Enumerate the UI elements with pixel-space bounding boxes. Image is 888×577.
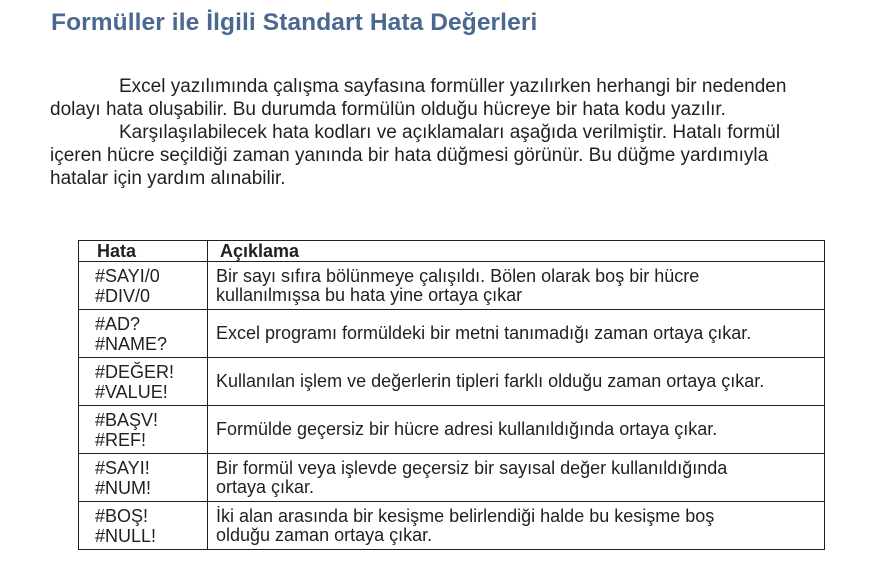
table-row [79,358,825,406]
error-code-cell [79,262,208,310]
error-code-en: #DIV/0 [95,285,151,306]
description-line: olduğu zaman ortaya çıkar. [216,524,433,545]
paragraph-line: Excel yazılımında çalışma sayfasına formüller yazılırken herhangi bir nedenden [119,76,787,97]
header-error: Hata [79,241,208,262]
error-description-cell [208,454,825,502]
error-code-en: #NULL! [95,525,157,546]
error-code-en: #NUM! [95,477,152,498]
description-line: Formülde geçersiz bir hücre adresi kullanıldığında ortaya çıkar. [216,419,718,439]
explanation-paragraph [50,121,850,190]
description-line: Excel programı formüldeki bir metni tanımadığı zaman ortaya çıkar. [216,323,752,343]
error-code-cell [79,406,208,454]
description-line: kullanılmışsa bu hata yine ortaya çıkar [216,284,523,305]
error-code-tr: #SAYI/0 [95,265,160,286]
error-code-tr: #DEĞER! [95,361,175,382]
error-description-cell [208,406,825,454]
header-description: Açıklama [208,241,825,262]
error-code-tr: #SAYI! [95,457,150,478]
description-line: Bir formül veya işlevde geçersiz bir sayısal değer kullanıldığında [216,457,728,478]
error-code-cell [79,502,208,550]
error-code-tr: #BAŞV! [95,409,159,430]
page-title: Formüller ile İlgili Standart Hata Değerleri [51,9,538,36]
error-description-cell [208,358,825,406]
paragraph-line: hatalar için yardım alınabilir. [50,168,286,189]
description-line: İki alan arasında bir kesişme belirlendiği halde bu kesişme boş [216,505,715,526]
paragraph-line: dolayı hata oluşabilir. Bu durumda formülün olduğu hücreye bir hata kodu yazılır. [50,99,726,120]
error-code-cell [79,454,208,502]
error-code-en: #REF! [95,429,147,450]
error-description-cell [208,262,825,310]
table-row [79,406,825,454]
error-code-tr: #BOŞ! [95,505,149,526]
paragraph-line: içeren hücre seçildiği zaman yanında bir hata düğmesi görünür. Bu düğme yardımıyla [50,145,769,166]
error-code-en: #NAME? [95,333,168,354]
description-line: Kullanılan işlem ve değerlerin tipleri farklı olduğu zaman ortaya çıkar. [216,371,765,391]
error-code-cell [79,310,208,358]
error-codes-table [78,240,825,550]
error-description-cell [208,502,825,550]
error-code-cell [79,358,208,406]
error-description-cell [208,310,825,358]
table-row [79,454,825,502]
table-row [79,310,825,358]
error-code-tr: #AD? [95,313,141,334]
intro-paragraph [50,75,850,121]
table-row [79,502,825,550]
paragraph-line: Karşılaşılabilecek hata kodları ve açıklamaları aşağıda verilmiştir. Hatalı formül [119,122,781,143]
error-code-en: #VALUE! [95,381,168,402]
description-line: Bir sayı sıfıra bölünmeye çalışıldı. Bölen olarak boş bir hücre [216,265,700,286]
table-header-row [79,241,825,262]
description-line: ortaya çıkar. [216,476,315,497]
table-row [79,262,825,310]
